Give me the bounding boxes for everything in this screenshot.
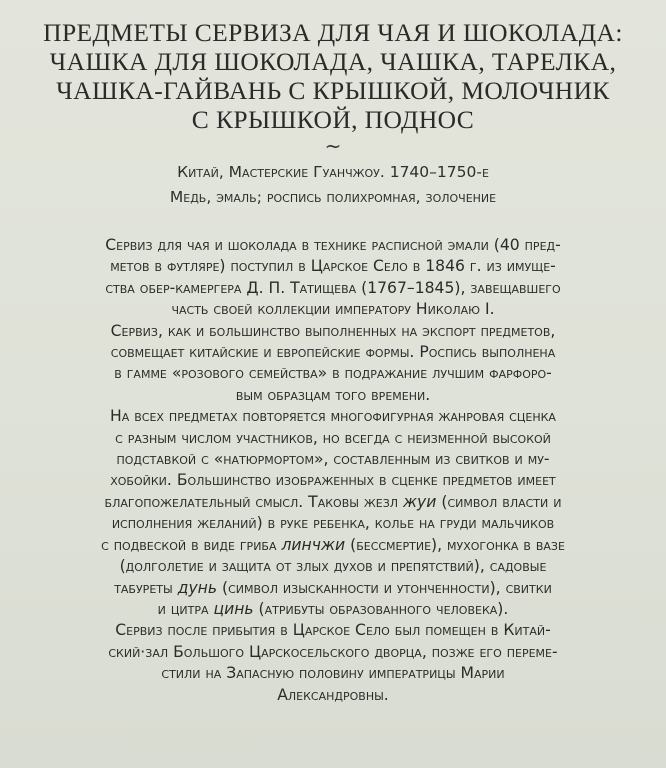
italic-term: цинь — [213, 599, 254, 618]
text-segment: табуреты — [114, 578, 178, 597]
body-line: метов в футляре) поступил в Царское Село в 1846 г. из имуще- — [110, 257, 556, 276]
body-line: совмещает китайские и европейские формы. Роспись выполнена — [110, 343, 556, 362]
text-segment: (символ изысканности и утонченности), свитки — [217, 578, 552, 597]
body-line: ский·зал Большого Царскосельского дворца, позже его переме- — [108, 642, 558, 661]
body-line: в гамме «розового семейства» в подражание лучшим фарфоро- — [114, 364, 552, 383]
body-line: стили на Запасную половину императрицы Марии — [161, 664, 505, 683]
text-segment: и цитра — [157, 599, 214, 618]
body-line: (долголетие и защита от злых духов и препятствий), садовые — [119, 557, 547, 576]
text-segment: (символ власти и — [436, 492, 562, 511]
body-line — [0, 599, 666, 620]
title-line: ПРЕДМЕТЫ СЕРВИЗА ДЛЯ ЧАЯ И ШОКОЛАДА: — [43, 18, 623, 47]
body-line: Александровны. — [277, 685, 389, 704]
body-line: ства обер-камергера Д. П. Татищева (1767–1845), завещавшего — [105, 278, 561, 297]
italic-term: дунь — [177, 578, 218, 597]
italic-term: линчжи — [281, 535, 346, 554]
title-line: ЧАШКА-ГАЙВАНЬ С КРЫШКОЙ, МОЛОЧНИК — [56, 76, 610, 105]
italic-term: жуи — [402, 492, 437, 511]
title-line: С КРЫШКОЙ, ПОДНОС — [191, 105, 475, 134]
body-line: На всех предметах повторяется многофигурная жанровая сценка — [110, 407, 556, 426]
materials-line: Медь, эмаль; роспись полихромная, золочение — [169, 188, 497, 206]
body-line: Сервиз, как и большинство выполненных на экспорт предметов, — [110, 321, 556, 340]
body-line: исполнения желаний) в руке ребенка, колье на груди мальчиков — [111, 514, 555, 533]
body-line: хобойки. Большинство изображенных в сценке предметов имеет — [110, 471, 556, 490]
exhibit-title — [0, 18, 666, 134]
body-line: вым образцам того времени. — [235, 385, 431, 404]
title-line: ЧАШКА ДЛЯ ШОКОЛАДА, ЧАШКА, ТАРЕЛКА, — [49, 47, 617, 76]
body-line: подставкой с «натюрмортом», составленным из свитков и му- — [116, 450, 550, 469]
text-segment: благопожелательный смысл. Таковы жезл — [104, 492, 403, 511]
body-line: Сервиз для чая и шоколада в технике расписной эмали (40 пред- — [105, 236, 561, 254]
body-line: с разным числом участников, но всегда с неизменной высокой — [115, 428, 551, 447]
body-line: Сервиз после прибытия в Царское Село был помещен в Китай- — [115, 621, 551, 640]
body-line — [0, 492, 666, 513]
body-line — [0, 535, 666, 556]
text-segment: (бессмертие), мухогонка в вазе — [345, 535, 565, 554]
origin-line: Китай, Мастерские Гуанчжоу. 1740–1750-е — [177, 163, 489, 181]
exhibit-subtitle — [0, 160, 666, 210]
text-segment: с подвеской в виде гриба — [101, 535, 282, 554]
body-line — [0, 578, 666, 599]
exhibit-description — [0, 235, 666, 706]
text-segment: (атрибуты образованного человека). — [253, 599, 509, 618]
body-line: часть своей коллекции императору Николаю I. — [171, 300, 495, 319]
separator-tilde: ~ — [324, 134, 342, 158]
